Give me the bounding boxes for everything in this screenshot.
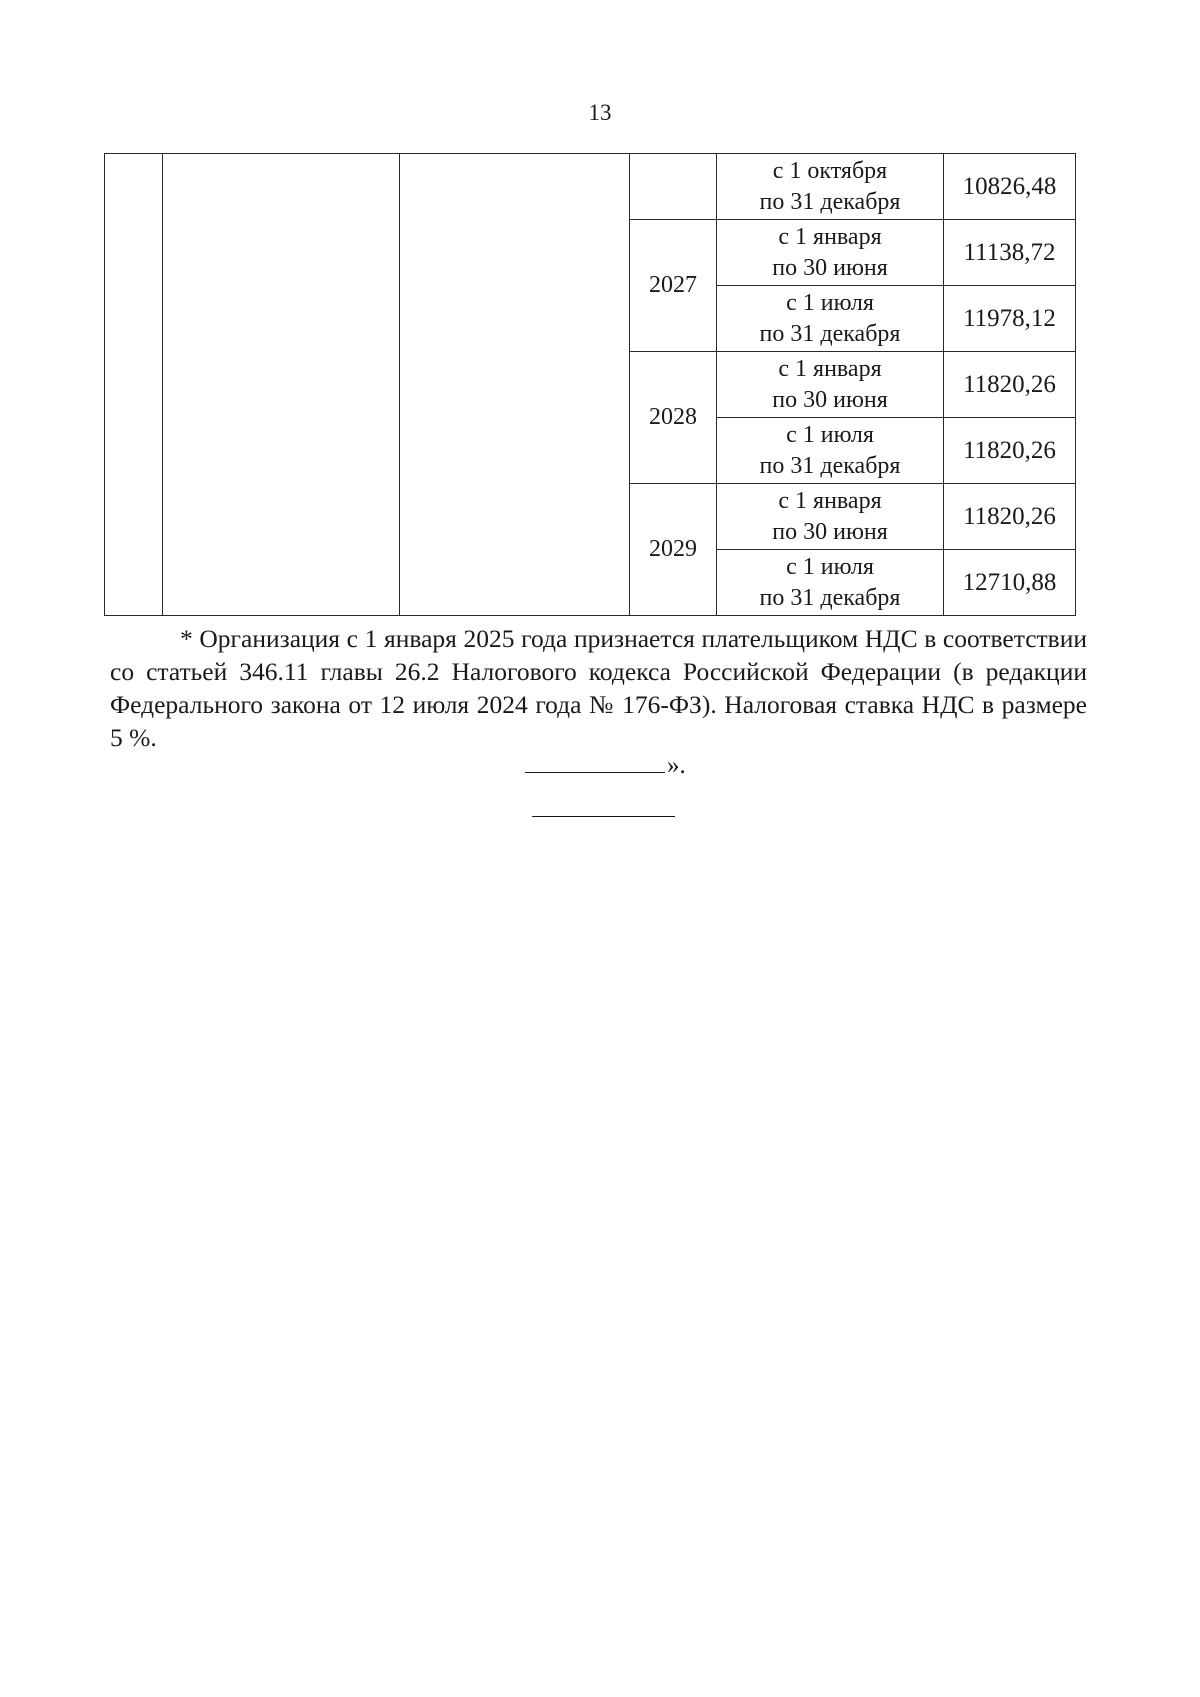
- tariff-value-cell: 12710,88: [944, 550, 1076, 616]
- table-row: [105, 154, 1076, 220]
- year-cell: 2027: [630, 220, 717, 352]
- empty-cell-indicator: [400, 154, 630, 616]
- period-cell: с 1 января по 30 июня: [717, 220, 944, 286]
- tariff-value-cell: 10826,48: [944, 154, 1076, 220]
- tariff-value-cell: 11820,26: [944, 484, 1076, 550]
- period-cell: с 1 июля по 31 декабря: [717, 550, 944, 616]
- empty-cell-name: [163, 154, 400, 616]
- footnote: [110, 622, 1087, 754]
- period-cell: с 1 января по 30 июня: [717, 484, 944, 550]
- tariff-value-cell: 11820,26: [944, 418, 1076, 484]
- period-cell: с 1 июля по 31 декабря: [717, 418, 944, 484]
- year-cell: 2029: [630, 484, 717, 616]
- empty-cell-number: [105, 154, 163, 616]
- period-cell: с 1 октября по 31 декабря: [717, 154, 944, 220]
- tariff-value-cell: 11978,12: [944, 286, 1076, 352]
- period-cell: с 1 июля по 31 декабря: [717, 286, 944, 352]
- footnote-text: * Организация с 1 января 2025 года признается плательщиком НДС в соответствии со статьей 346.11 главы 26.2 Налогового кодекса Российской Федерации (в редакции Федерального закона от 12 июля 2024 года № 176-ФЗ). Налоговая ставка НДС в размере 5 %.: [110, 624, 1087, 752]
- tariff-value-cell: 11138,72: [944, 220, 1076, 286]
- year-cell: 2028: [630, 352, 717, 484]
- end-of-document-rule: [532, 816, 675, 817]
- tariff-value-cell: 11820,26: [944, 352, 1076, 418]
- signature-rule: [525, 772, 665, 773]
- closing-quote: [525, 752, 686, 780]
- tariff-table: [104, 153, 1076, 616]
- period-cell: с 1 января по 30 июня: [717, 352, 944, 418]
- closing-mark: ».: [667, 752, 686, 779]
- year-cell: [630, 154, 717, 220]
- page-number: 13: [588, 100, 612, 125]
